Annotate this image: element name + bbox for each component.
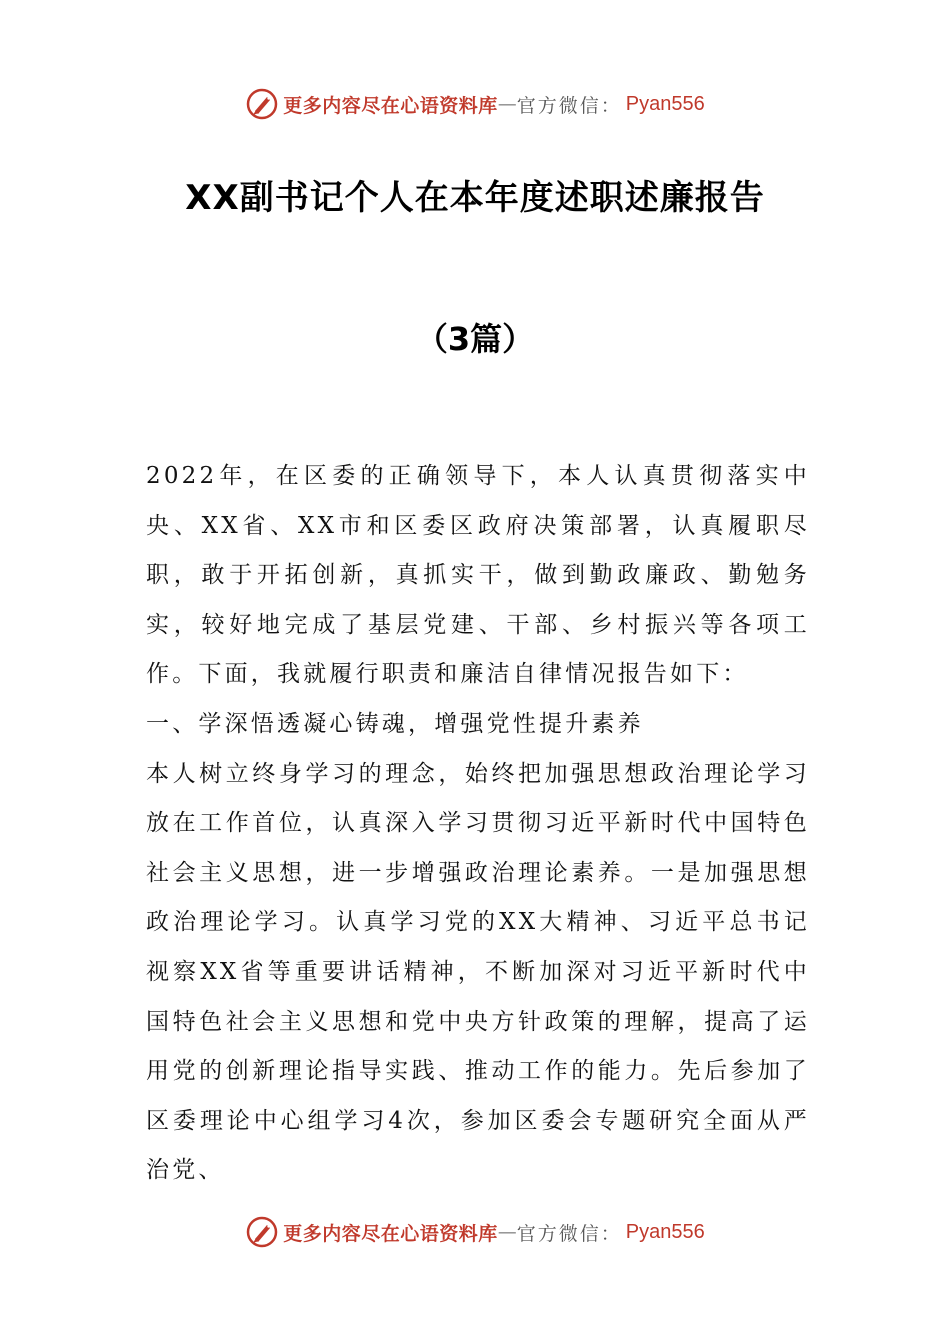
document-subtitle: （3篇） xyxy=(415,320,535,358)
document-body xyxy=(146,452,810,1196)
banner-wechat-id: Pyan556 xyxy=(625,92,705,115)
banner-wechat-label: 官方微信： xyxy=(516,94,622,117)
banner-main-text: 更多内容尽在心语资料库 xyxy=(283,94,498,117)
header-banner xyxy=(0,84,950,124)
body-paragraph-intro: 2022年，在区委的正确领导下，本人认真贯彻落实中央、XX省、XX市和区委区政府决策部署，认真履职尽职，敢于开拓创新，真抓实干，做到勤政廉政、勤勉务实，较好地完成了基层党建、干部、乡村振兴等各项工作。下面，我就履行职责和廉洁自律情况报告如下： xyxy=(146,463,810,688)
pen-nib-logo-icon xyxy=(245,87,279,121)
banner-main-text: 更多内容尽在心语资料库 xyxy=(283,1222,498,1245)
banner-separator: — xyxy=(497,93,517,115)
footer-banner xyxy=(0,1212,950,1252)
section-heading-1: 一、学深悟透凝心铸魂，增强党性提升素养 xyxy=(146,710,644,737)
banner-wechat-label: 官方微信： xyxy=(516,1222,622,1245)
body-paragraph-section-1: 本人树立终身学习的理念，始终把加强思想政治理论学习放在工作首位，认真深入学习贯彻习近平新时代中国特色社会主义思想，进一步增强政治理论素养。一是加强思想政治理论学习。认真学习党的XX大精神、习近平总书记视察XX省等重要讲话精神，不断加深对习近平新时代中国特色社会主义思想和党中央方针政策的理解，提高了运用党的创新理论指导实践、推动工作的能力。先后参加了区委理论中心组学习4次，参加区委会专题研究全面从严治党、 xyxy=(146,760,810,1184)
pen-nib-logo-icon xyxy=(245,1215,279,1249)
document-title: XX副书记个人在本年度述职述廉报告 xyxy=(185,178,765,218)
banner-wechat-id: Pyan556 xyxy=(625,1220,705,1243)
banner-separator: — xyxy=(497,1221,517,1243)
